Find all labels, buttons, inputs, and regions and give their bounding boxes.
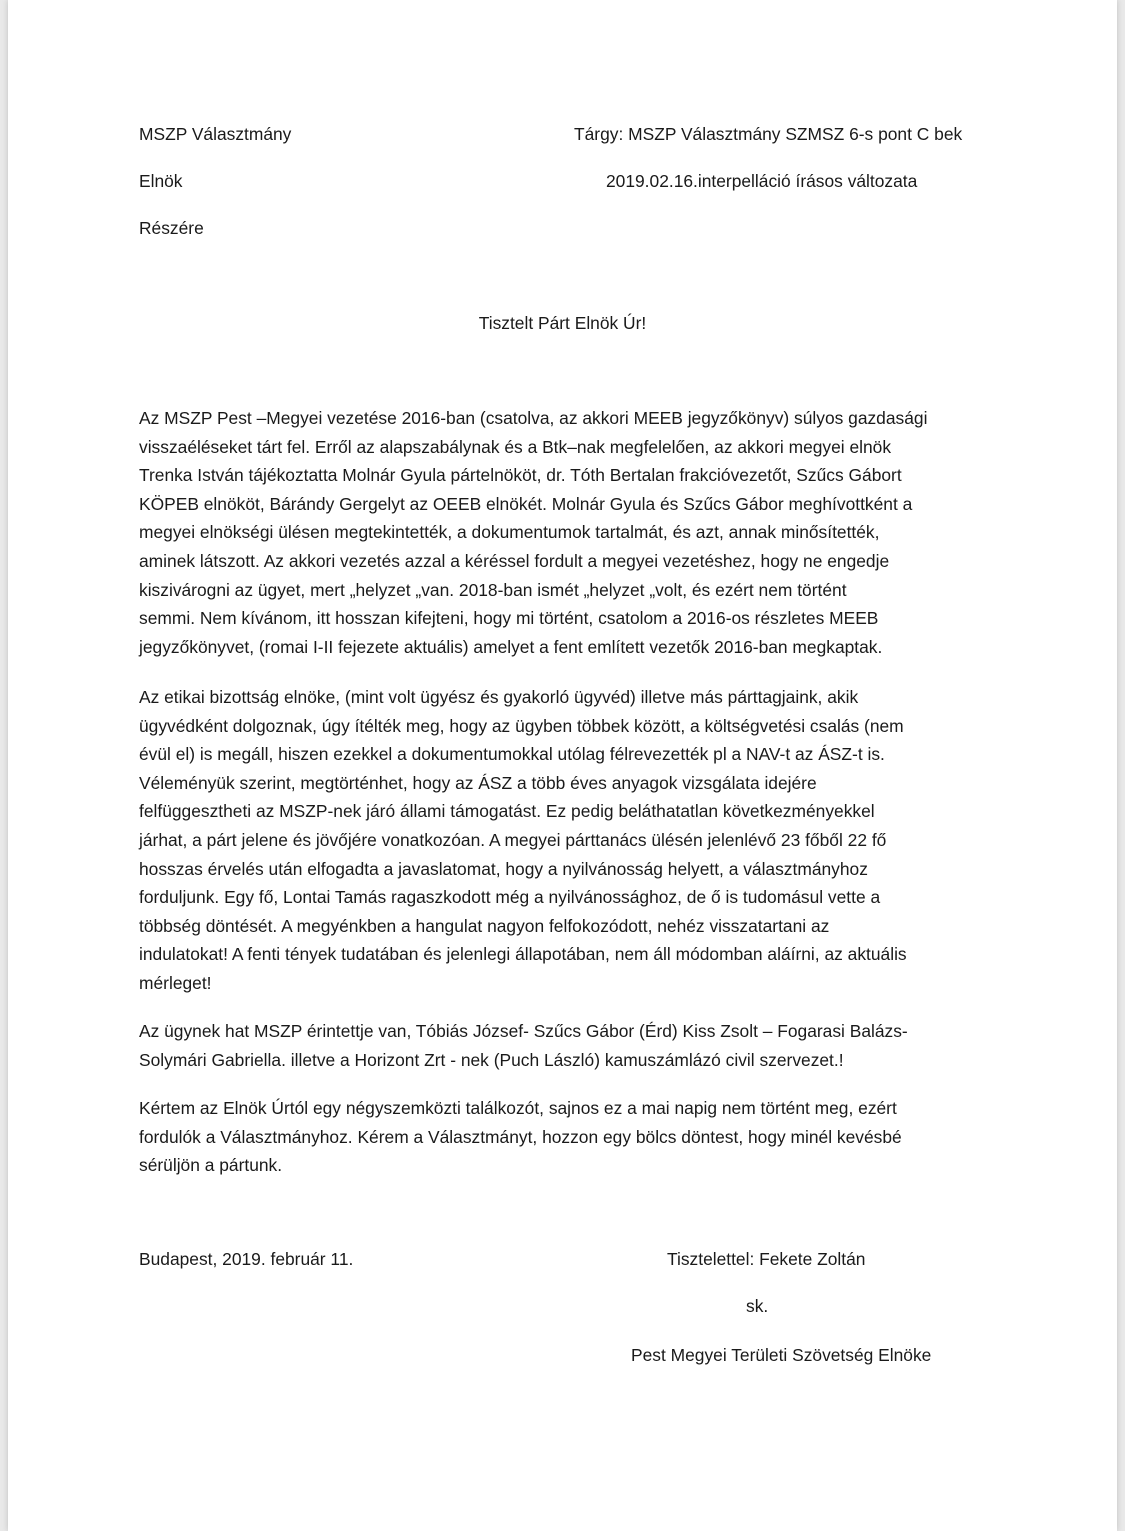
paragraph-line: jegyzőkönyvet, (romai I-II fejezete aktuális) amelyet a fent említett vezetők 2016-ban megkaptak. <box>139 636 883 657</box>
paragraph-3 <box>139 1017 984 1074</box>
paragraph-1 <box>139 404 984 661</box>
signature-sk: sk. <box>746 1296 769 1316</box>
paragraph-line: évül el) is megáll, hiszen ezekkel a dokumentumokkal utólag félrevezették pl a NAV-t az ÁSZ-t is. <box>139 744 885 765</box>
paragraph-line: Solymári Gabriella. illetve a Horizont Zrt - nek (Puch László) kamuszámlázó civil szervezet.! <box>139 1049 844 1070</box>
letter-page <box>8 0 1117 1531</box>
paragraph-line: felfüggesztheti az MSZP-nek járó állami támogatást. Ez pedig beláthatatlan következményekkel <box>139 801 875 822</box>
paragraph-line: megyei elnökségi ülésen megtekintették, a dokumentumok tartalmát, és azt, annak minősítették, <box>139 522 880 543</box>
recipient-line-2: Elnök <box>139 171 183 191</box>
paragraph-line: többség döntését. A megyénkben a hangulat nagyon felfokozódott, nehéz visszatartani az <box>139 915 830 936</box>
paragraph-line: Véleményük szerint, megtörténhet, hogy az ÁSZ a több éves anyagok vizsgálata idejére <box>139 772 817 793</box>
paragraph-line: mérleget! <box>139 972 212 993</box>
paragraph-4 <box>139 1094 984 1180</box>
paragraph-line: sérüljön a pártunk. <box>139 1155 283 1176</box>
signature-title: Pest Megyei Területi Szövetség Elnöke <box>631 1345 932 1365</box>
paragraph-line: Az ügynek hat MSZP érintettje van, Tóbiás József- Szűcs Gábor (Érd) Kiss Zsolt – Fogarasi Balázs- <box>139 1021 908 1041</box>
subject-line: Tárgy: MSZP Választmány SZMSZ 6-s pont C bek <box>574 124 963 144</box>
salutation: Tisztelt Párt Elnök Úr! <box>478 313 647 333</box>
paragraph-line: Kértem az Elnök Úrtól egy négyszemközti találkozót, sajnos ez a mai napig nem történt meg, ezért <box>139 1098 897 1118</box>
paragraph-line: KÖPEB elnököt, Bárándy Gergelyt az OEEB elnökét. Molnár Gyula és Szűcs Gábor meghívottként a <box>139 493 913 514</box>
paragraph-line: Az etikai bizottság elnöke, (mint volt ügyész és gyakorló ügyvéd) illetve más párttagjaink, akik <box>139 687 859 707</box>
paragraph-line: járhat, a párt jelene és jövőjére vonatkozóan. A megyei párttanács ülésén jelenlévő 23 főből 22 fő <box>139 829 887 850</box>
paragraph-2 <box>139 683 984 998</box>
subject-date-line: 2019.02.16.interpelláció írásos változata <box>606 171 918 191</box>
paragraph-line: forduljunk. Egy fő, Lontai Tamás ragaszkodott még a nyilvánossághoz, de ő is tudomásul vette a <box>139 887 881 908</box>
paragraph-line: hosszas érvelés után elfogadta a javaslatomat, hogy a nyilvánosság helyett, a választmányhoz <box>139 858 868 879</box>
recipient-line-1: MSZP Választmány <box>139 124 292 144</box>
place-date: Budapest, 2019. február 11. <box>139 1249 354 1269</box>
paragraph-line: Trenka István tájékoztatta Molnár Gyula pártelnököt, dr. Tóth Bertalan frakcióvezetőt, Szűcs Gábort <box>139 465 902 486</box>
paragraph-line: visszaéléseket tárt fel. Erről az alapszabálynak és a Btk–nak megfelelően, az akkori megyei elnök <box>139 436 892 457</box>
paragraph-line: Az MSZP Pest –Megyei vezetése 2016-ban (csatolva, az akkori MEEB jegyzőkönyv) súlyos gazdasági <box>139 408 928 428</box>
paragraph-line: ügyvédként dolgoznak, úgy ítélték meg, hogy az ügyben többek között, a költségvetési csalás (nem <box>139 715 904 736</box>
signature-regards: Tisztelettel: Fekete Zoltán <box>667 1249 866 1269</box>
paragraph-line: aminek látszott. Az akkori vezetés azzal a kéréssel fordult a megyei vezetéshez, hogy ne engedje <box>139 550 890 571</box>
paragraph-line: fordulók a Választmányhoz. Kérem a Választmányt, hozzon egy bölcs döntest, hogy minél kevésbé <box>139 1126 902 1147</box>
paragraph-line: indulatokat! A fenti tények tudatában és jelenlegi állapotában, nem áll módomban aláírni, az aktuális <box>139 944 907 965</box>
paragraph-line: kiszivárogni az ügyet, mert „helyzet „van. 2018-ban ismét „helyzet „volt, és ezért nem történt <box>139 579 847 600</box>
paragraph-line: semmi. Nem kívánom, itt hosszan kifejteni, hogy mi történt, csatolom a 2016-os részletes MEEB <box>139 608 879 629</box>
recipient-line-3: Részére <box>139 218 204 238</box>
